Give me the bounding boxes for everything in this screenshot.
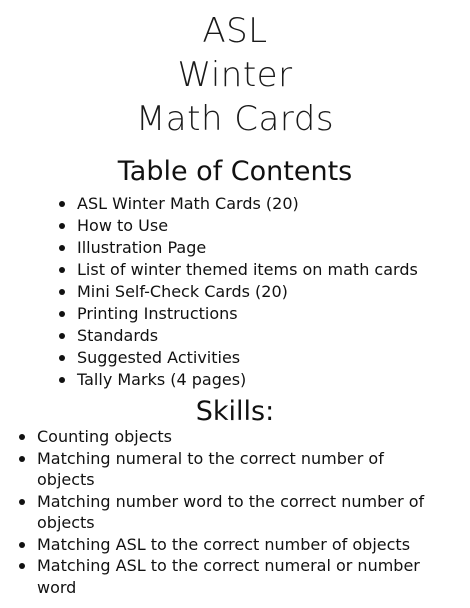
skill-item xyxy=(15,534,445,556)
bullet-icon xyxy=(59,201,65,207)
bullet-icon xyxy=(19,456,25,462)
bullet-icon xyxy=(59,267,65,273)
bullet-icon xyxy=(59,311,65,317)
bullet-icon xyxy=(59,245,65,251)
bullet-icon xyxy=(19,542,25,548)
toc-item xyxy=(55,369,418,391)
toc-item xyxy=(55,237,418,259)
toc-item xyxy=(55,281,418,303)
bullet-icon xyxy=(59,355,65,361)
bullet-icon xyxy=(59,333,65,339)
skill-item-label: Matching ASL to the correct number of objects xyxy=(37,534,411,554)
skill-item-label: Counting objects xyxy=(37,427,172,446)
toc-item-label: Suggested Activities xyxy=(77,348,241,367)
skill-item xyxy=(15,491,445,534)
skill-item xyxy=(15,448,445,491)
toc-item-label: Illustration Page xyxy=(77,238,207,257)
toc-item xyxy=(55,325,418,347)
table-of-contents-list xyxy=(55,193,418,391)
toc-item-label: ASL Winter Math Cards (20) xyxy=(77,194,299,213)
bullet-icon xyxy=(59,223,65,229)
bullet-icon xyxy=(59,289,65,295)
toc-item xyxy=(55,303,418,325)
skill-item xyxy=(15,555,445,598)
toc-item xyxy=(55,259,418,281)
bullet-icon xyxy=(19,563,25,569)
skills-list xyxy=(15,426,445,598)
skill-item-label: Matching number word to the correct number of objects xyxy=(37,491,425,532)
bullet-icon xyxy=(19,499,25,505)
skill-item-label: Matching ASL to the correct numeral or number word xyxy=(37,556,420,597)
toc-item-label: Printing Instructions xyxy=(77,304,238,323)
skills-heading: Skills: xyxy=(195,396,275,427)
toc-item-label: How to Use xyxy=(77,216,169,235)
toc-item-label: Tally Marks (4 pages) xyxy=(77,370,247,389)
bullet-icon xyxy=(19,434,25,440)
toc-item-label: Standards xyxy=(77,326,159,345)
bullet-icon xyxy=(59,377,65,383)
toc-item xyxy=(55,347,418,369)
skill-item-label: Matching numeral to the correct number of objects xyxy=(37,448,384,489)
toc-item xyxy=(55,193,418,215)
toc-item xyxy=(55,215,418,237)
table-of-contents-heading: Table of Contents xyxy=(117,156,353,187)
toc-item-label: Mini Self-Check Cards (20) xyxy=(77,282,288,301)
skill-item xyxy=(15,426,445,448)
title-line-winter: Winter xyxy=(177,55,293,95)
toc-item-label: List of winter themed items on math cards xyxy=(77,260,418,279)
title-line-asl: ASL xyxy=(202,11,268,51)
title-line-math-cards: Math Cards xyxy=(135,99,335,139)
